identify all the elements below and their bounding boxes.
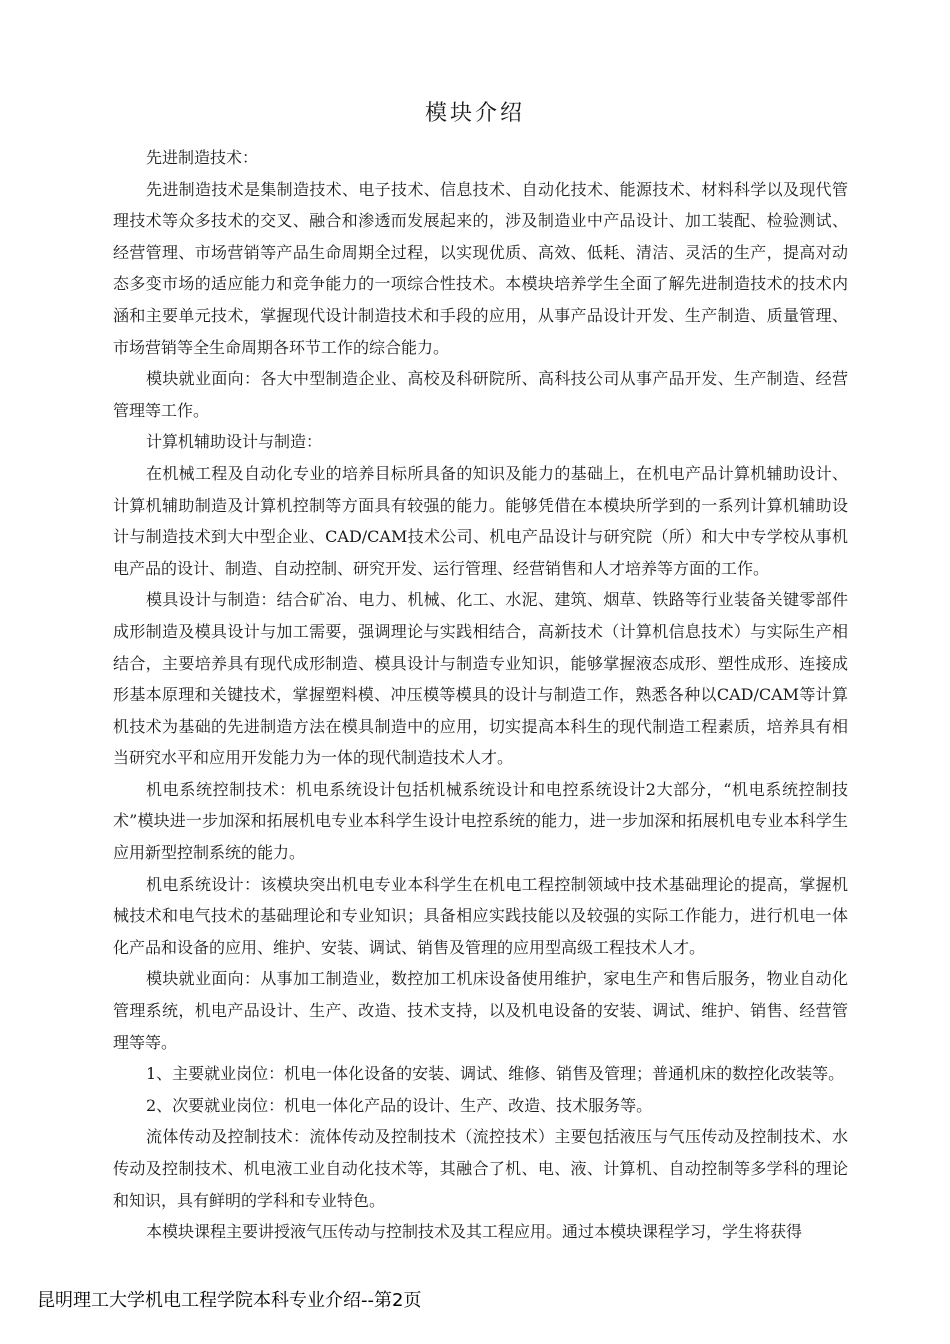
paragraph-cad-cam: 在机械工程及自动化专业的培养目标所具备的知识及能力的基础上，在机电产品计算机辅助设计、计算机辅助制造及计算机控制等方面具有较强的能力。能够凭借在本模块所学到的一系列计算机辅助设计与制造技术到大中型企业、CAD/CAM技术公司、机电产品设计与研究院（所）和大中专学校从事机电产品的设计、制造、自动控制、研究开发、运行管理、经营销售和人才培养等方面的工作。 [113,463,848,578]
paragraph-mechatronic-control: 机电系统控制技术：机电系统设计包括机械系统设计和电控系统设计2大部分，“机电系统控制技术”模块进一步加深和拓展机电专业本科学生设计电控系统的能力，进一步加深和拓展机电专业本科学生应用新型控制系统的能力。 [113,779,848,863]
paragraph-advanced-manufacturing: 先进制造技术是集制造技术、电子技术、信息技术、自动化技术、能源技术、材料科学以及现代管理技术等众多技术的交叉、融合和渗透而发展起来的，涉及制造业中产品设计、加工装配、检验测试、经营管理、市场营销等产品生命周期全过程，以实现优质、高效、低耗、清洁、灵活的生产，提高对动态多变市场的适应能力和竞争能力的一项综合性技术。本模块培养学生全面了解先进制造技术的技术内涵和主要单元技术，掌握现代设计制造技术和手段的应用，从事产品设计开发、生产制造、质量管理、市场营销等全生命周期各环节工作的综合能力。 [113,179,848,357]
paragraph-employment-1: 模块就业面向：各大中型制造企业、高校及科研院所、高科技公司从事产品开发、生产制造、经营管理等工作。 [113,369,848,420]
paragraph-heading-cad-cam: 计算机辅助设计与制造： [146,432,323,452]
paragraph-primary-jobs: 1、主要就业岗位：机电一体化设备的安装、调试、维修、销售及管理；普通机床的数控化改装等。 [146,1064,845,1084]
paragraph-secondary-jobs: 2、次要就业岗位：机电一体化产品的设计、生产、改造、技术服务等。 [146,1095,653,1115]
paragraph-heading-advanced-manufacturing: 先进制造技术： [146,148,259,167]
page-title: 模块介绍 [424,101,525,126]
paragraph-mechatronic-design: 机电系统设计：该模块突出机电专业本科学生在机电工程控制领域中技术基础理论的提高，掌握机械技术和电气技术的基础理论和专业知识；具备相应实践技能以及较强的实际工作能力，进行机电一体化产品和设备的应用、维护、安装、调试、销售及管理的应用型高级工程技术人才。 [113,874,848,957]
paragraph-module-courses: 本模块课程主要讲授液气压传动与控制技术及其工程应用。通过本模块课程学习，学生将获得 [146,1222,803,1242]
document-body [113,142,848,1248]
page-footer: 昆明理工大学机电工程学院本科专业介绍--第2页 [37,1290,422,1311]
paragraph-employment-2: 模块就业面向：从事加工制造业，数控加工机床设备使用维护，家电生产和售后服务，物业自动化管理系统，机电产品设计、生产、改造、技术支持，以及机电设备的安装、调试、维护、销售、经营管理等等。 [113,969,848,1052]
paragraph-fluid-transmission: 流体传动及控制技术：流体传动及控制技术（流控技术）主要包括液压与气压传动及控制技术、水传动及控制技术、机电液工业自动化技术等，其融合了机、电、液、计算机、自动控制等多学科的理论和知识，具有鲜明的学科和专业特色。 [113,1127,848,1210]
paragraph-mold-design: 模具设计与制造：结合矿冶、电力、机械、化工、水泥、建筑、烟草、铁路等行业装备关键零部件成形制造及模具设计与加工需要，强调理论与实践相结合，高新技术（计算机信息技术）与实际生产相结合，主要培养具有现代成形制造、模具设计与制造专业知识，能够掌握液态成形、塑性成形、连接成形基本原理和关键技术，掌握塑料模、冲压模等模具的设计与制造工作，熟悉各种以CAD/CAM等计算机技术为基础的先进制造方法在模具制造中的应用，切实提高本科生的现代制造工程素质，培养具有相当研究水平和应用开发能力为一体的现代制造技术人才。 [113,590,848,768]
